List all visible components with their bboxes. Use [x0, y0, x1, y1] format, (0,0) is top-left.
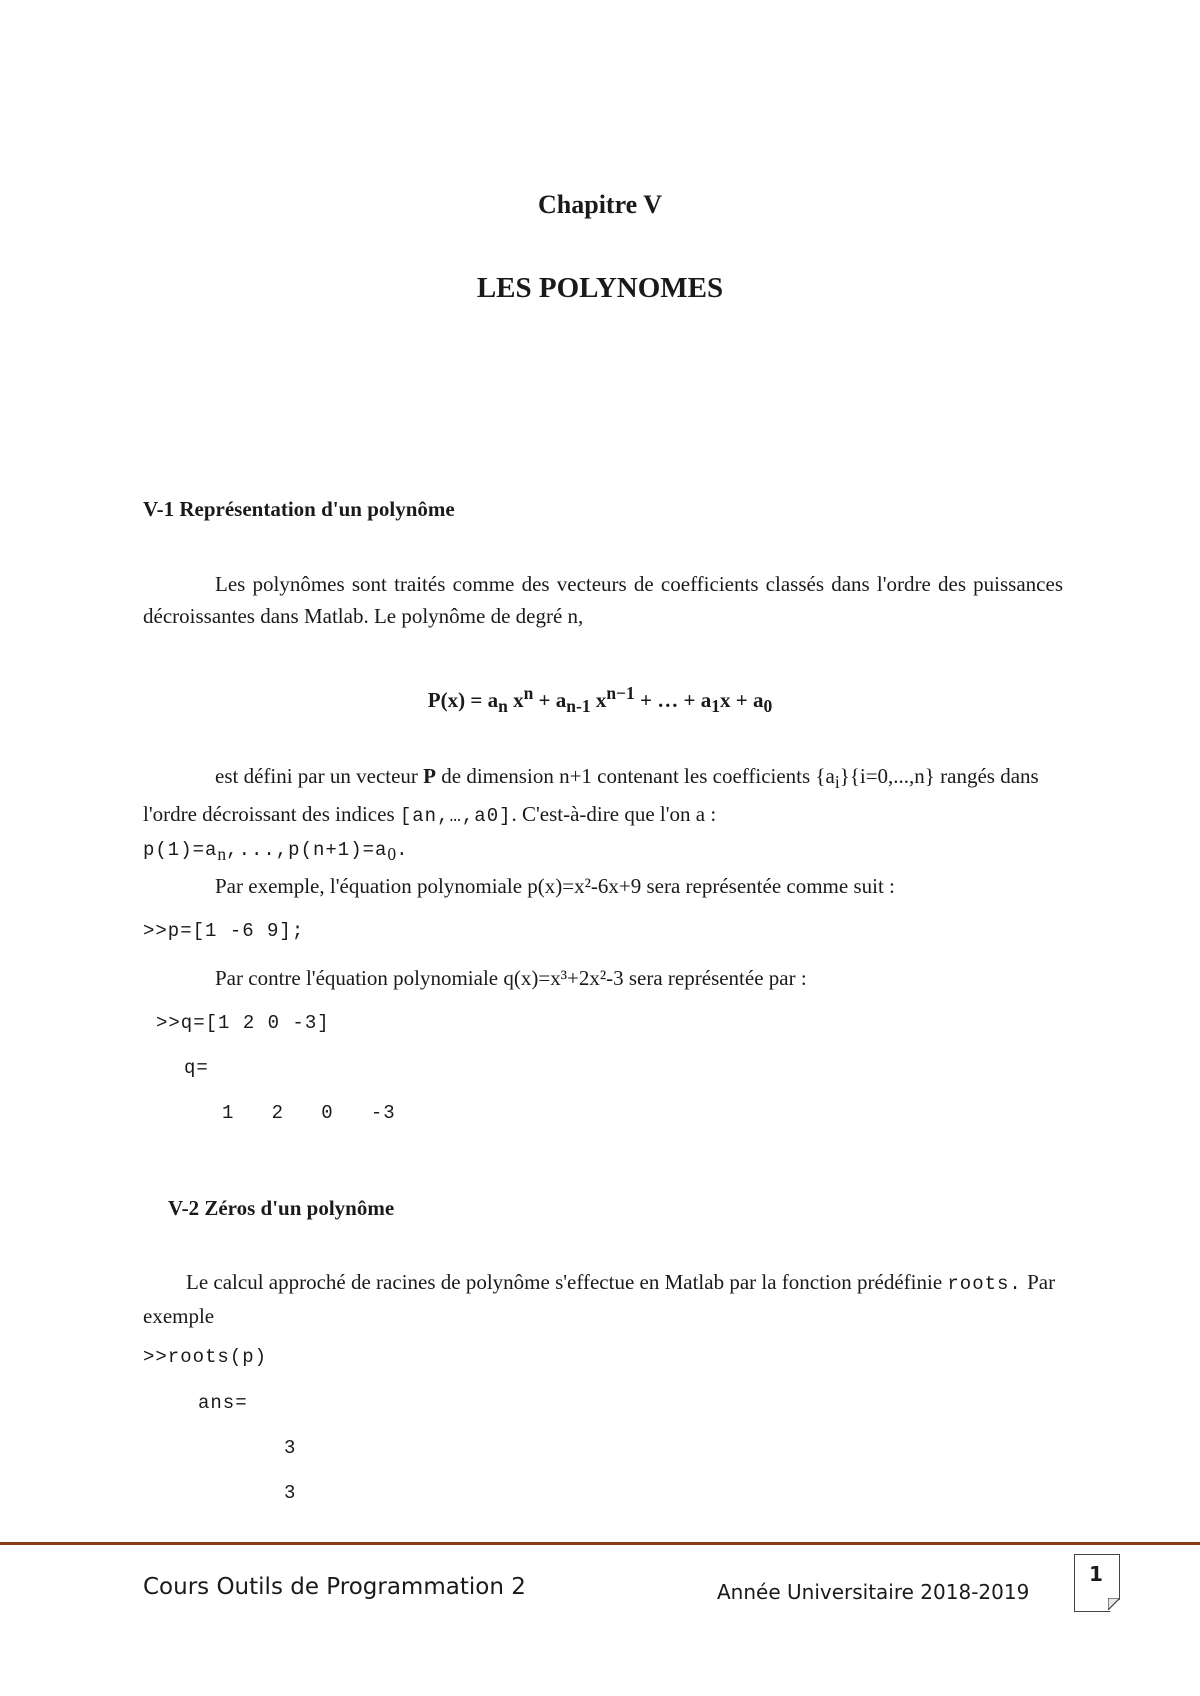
p2-code-indices: [an,…,a0] [399, 805, 512, 828]
formula-x1: x [507, 688, 524, 712]
formula-plus1: + a [533, 688, 567, 712]
code-q-definition: >>q=[1 2 0 -3] [156, 1012, 330, 1034]
paragraph-roots [143, 1266, 1063, 1332]
formula-x2: x [590, 688, 607, 712]
paragraph-intro: Les polynômes sont traités comme des vecteurs de coefficients classés dans l'ordre des puissances décroissantes dans Matlab. Le polynôme de degré n, [143, 572, 1063, 628]
section-heading-zeros: V-2 Zéros d'un polynôme [168, 1196, 395, 1220]
footer-academic-year: Année Universitaire 2018-2019 [717, 1580, 1030, 1604]
p2-line2-sub-n: n [217, 844, 227, 865]
formula-sup-n: n [523, 683, 534, 703]
footer-course-title: Cours Outils de Programmation 2 [143, 1574, 526, 1600]
p2-text-4: . C'est-à-dire que l'on a : [511, 802, 717, 827]
chapter-label: Chapitre V [538, 190, 662, 219]
formula-lead: P(x) = a [427, 688, 499, 712]
formula-sub-1: 1 [711, 696, 720, 717]
page-fold-icon [1108, 1598, 1120, 1610]
paragraph-example-q: Par contre l'équation polynomiale q(x)=x³+2x²-3 sera représentée par : [215, 966, 807, 990]
output-q-values: 1 2 0 -3 [222, 1102, 396, 1124]
formula-tail: + … + a [634, 688, 712, 712]
formula-sub-n: n [498, 696, 508, 717]
p5-code-roots: roots. [947, 1273, 1022, 1295]
p2-sub-i: i [834, 772, 840, 793]
footer-divider [0, 1542, 1200, 1545]
output-ans-value: 3 [284, 1482, 297, 1504]
section-heading-representation: V-1 Représentation d'un polynôme [143, 497, 455, 521]
p2-text-2: de dimension n+1 contenant les coefficients {a [436, 764, 835, 788]
paragraph-vector-definition [143, 760, 1063, 870]
formula-sub-n1: n-1 [566, 696, 591, 717]
formula-sup-n1: n−1 [606, 683, 635, 703]
code-p-definition: >>p=[1 -6 9]; [143, 920, 305, 942]
p2-line2-b: ,...,p(n+1)=a [226, 839, 388, 862]
code-roots-call: >>roots(p) [143, 1346, 268, 1368]
output-ans-value: 3 [284, 1437, 297, 1459]
formula-x3: x + a [719, 688, 764, 712]
p2-text-3: }{i=0,...,n} rangés dans l'ordre décroissant des indices [143, 764, 1039, 827]
p2-line2-c: . [396, 839, 409, 862]
chapter-title: LES POLYNOMES [476, 272, 724, 304]
paragraph-example-p: Par exemple, l'équation polynomiale p(x)=x²-6x+9 sera représentée comme suit : [215, 874, 895, 898]
polynomial-formula [0, 683, 1200, 717]
formula-sub-0: 0 [763, 696, 773, 717]
p2-vector-p: P [423, 764, 436, 788]
output-ans-label: ans= [198, 1392, 248, 1414]
p5-text-b: Par exemple [143, 1270, 1056, 1328]
p5-text-a: Le calcul approché de racines de polynôme s'effectue en Matlab par la fonction prédéfinie [186, 1270, 948, 1294]
p2-line2-sub-0: 0 [387, 844, 397, 865]
p2-line2-a: p(1)=a [143, 839, 218, 862]
output-q-label: q= [184, 1057, 209, 1079]
p2-text-1: est défini par un vecteur [215, 764, 424, 788]
page-number: 1 [1089, 1562, 1103, 1586]
